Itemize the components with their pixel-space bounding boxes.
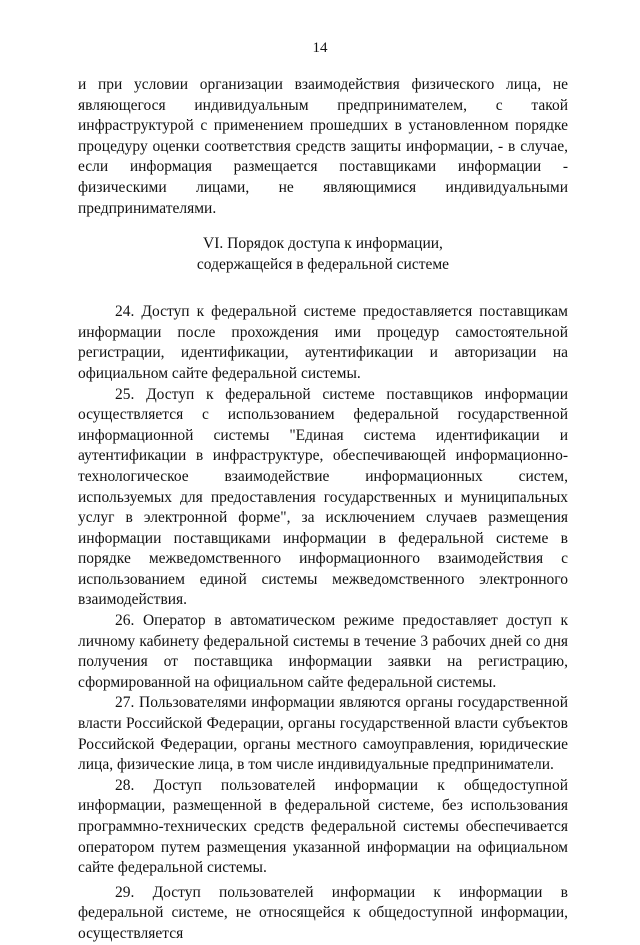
paragraph-25: 25. Доступ к федеральной системе поставщиков информации осуществляется с использованием федеральной государственной информационной системы "Единая система идентификации и аутентификации в инфраструктуре, обеспечивающей информационно-технологическое взаимодействие информационных систем, используемых для предоставления государственных и муниципальных услуг в электронной форме", за исключением случаев размещения информации поставщиками информации в федеральной системе в порядке межведомственного информационного взаимодействия с использованием единой системы межведомственного электронного взаимодействия.	[78, 385, 568, 609]
paragraph-28: 28. Доступ пользователей информации к общедоступной информации, размещенной в федеральной системе, без использования программно-технических средств федеральной системы обеспечивается оператором путем размещения указанной информации на официальном сайте федеральной системы.	[78, 776, 568, 877]
paragraph-24: 24. Доступ к федеральной системе предоставляется поставщикам информации после прохождения ими процедур самостоятельной регистрации, идентификации, аутентификации и авторизации на официальном сайте федеральной системы.	[78, 303, 568, 382]
continuation-paragraph: и при условии организации взаимодействия физического лица, не являющегося индивидуальным предпринимателем, с такой инфраструктурой с применением прошедших в установленном порядке процедуру оценки соответствия средств защиты информации, - в случае, если информация размещается поставщиками информации - физическими лицами, не являющимися индивидуальными предпринимателями.	[78, 76, 568, 217]
section-heading-line-1: VI. Порядок доступа к информации,	[203, 235, 443, 253]
paragraph-26: 26. Оператор в автоматическом режиме предоставляет доступ к личному кабинету федеральной системы в течение 3 рабочих дней со дня получения от поставщика информации заявки на регистрацию, сформированной на официальном сайте федеральной системы.	[78, 612, 568, 691]
section-heading	[78, 233, 568, 275]
paragraph-27: 27. Пользователями информации являются органы государственной власти Российской Федерации, органы государственной власти субъектов Российской Федерации, органы местного самоуправления, юридические лица, физические лица, в том числе индивидуальные предприниматели.	[78, 694, 568, 774]
section-heading-line-2: содержащейся в федеральной системе	[196, 256, 450, 274]
document-body	[78, 75, 568, 945]
page-number: 14	[312, 40, 328, 56]
paragraph-29: 29. Доступ пользователей информации к информации в федеральной системе, не относящейся к общедоступной информации, осуществляется	[78, 883, 568, 942]
